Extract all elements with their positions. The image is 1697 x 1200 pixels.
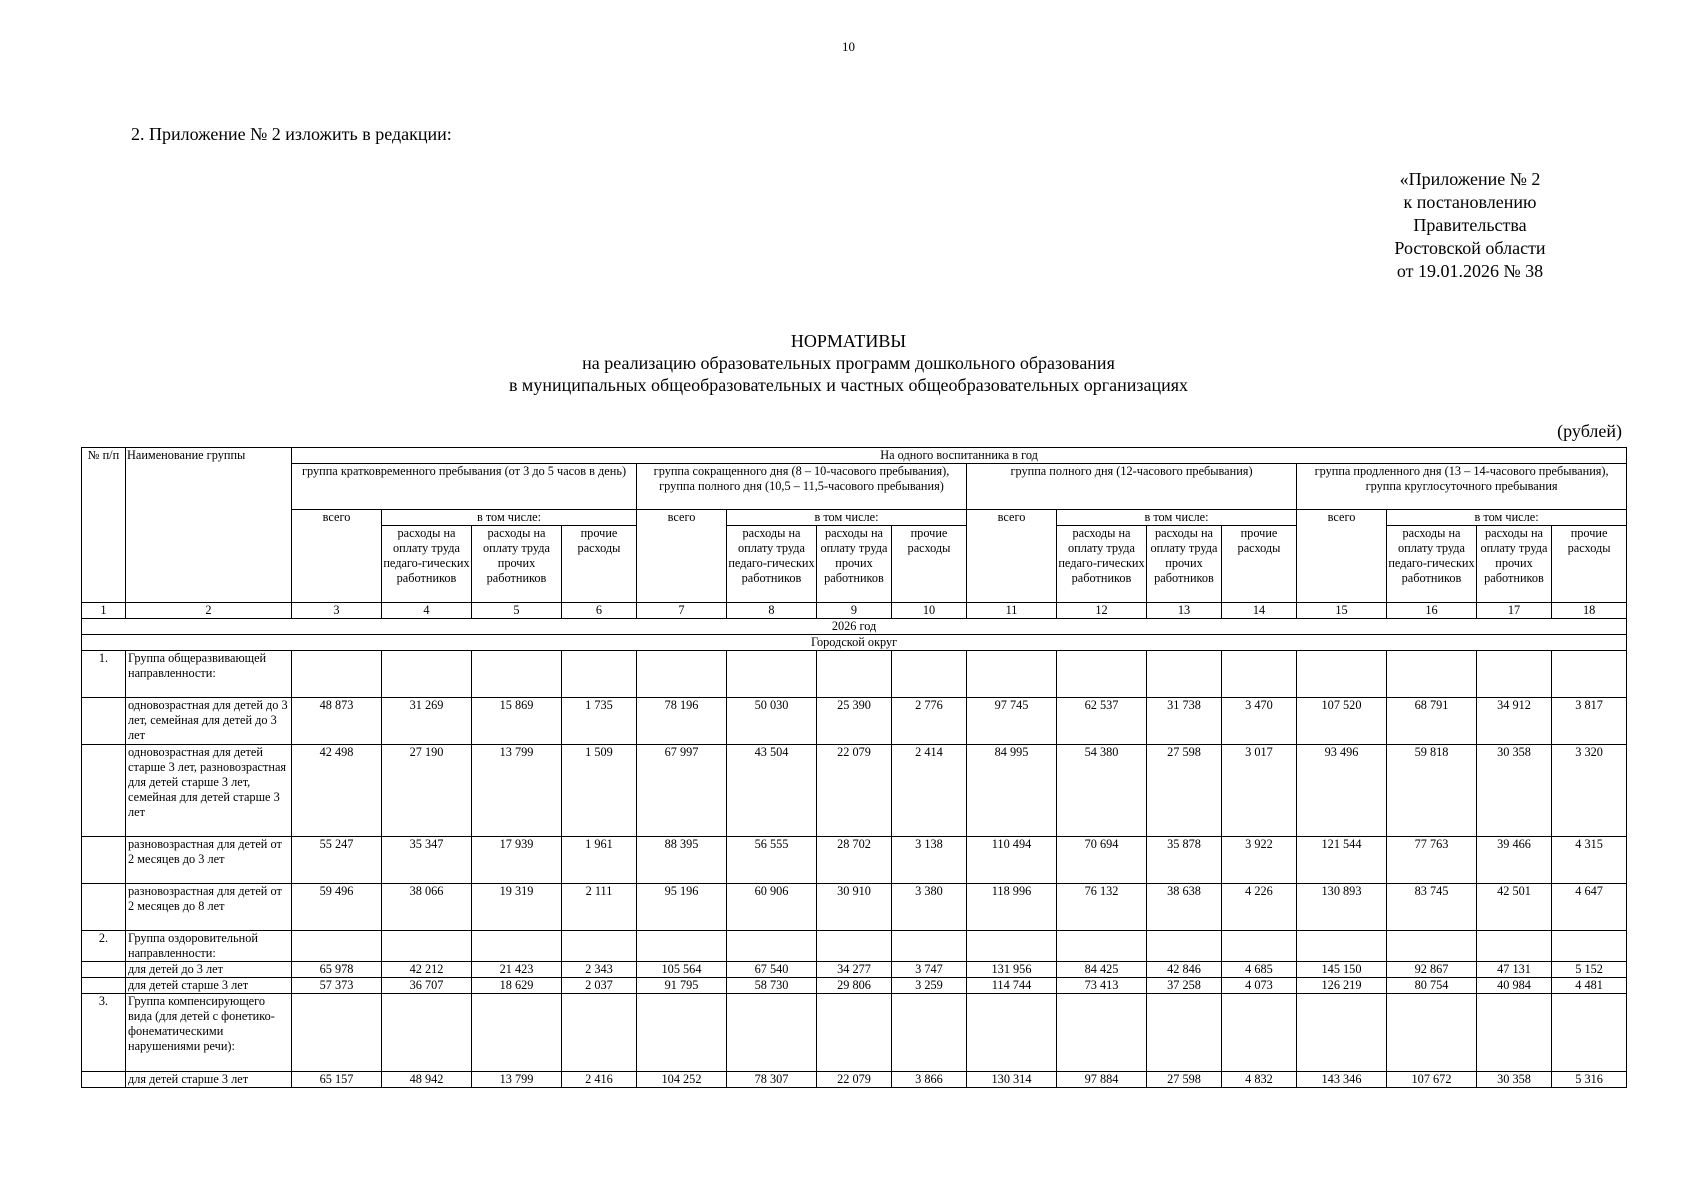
column-number: 1	[82, 603, 126, 619]
value-cell	[1387, 651, 1477, 698]
header-group: группа продленного дня (13 – 14-часового пребывания), группа круглосуточного пребывания	[1297, 464, 1627, 510]
value-cell: 3 747	[892, 962, 967, 978]
value-cell: 3 259	[892, 978, 967, 994]
value-cell: 13 799	[472, 745, 562, 837]
value-cell	[1477, 931, 1552, 962]
year-row	[82, 619, 1627, 635]
value-cell: 57 373	[292, 978, 382, 994]
value-cell	[1057, 994, 1147, 1072]
value-cell: 4 647	[1552, 884, 1627, 931]
value-cell: 15 869	[472, 698, 562, 745]
value-cell	[562, 651, 637, 698]
value-cell	[1147, 651, 1222, 698]
value-cell: 97 884	[1057, 1072, 1147, 1088]
value-cell	[892, 651, 967, 698]
value-cell	[1387, 931, 1477, 962]
value-cell: 88 395	[637, 837, 727, 884]
value-cell	[292, 994, 382, 1072]
value-cell: 2 111	[562, 884, 637, 931]
table-row	[82, 698, 1627, 745]
column-number: 11	[967, 603, 1057, 619]
value-cell	[382, 651, 472, 698]
intro-text: 2. Приложение № 2 изложить в редакции:	[131, 124, 452, 144]
value-cell	[967, 651, 1057, 698]
value-cell: 3 866	[892, 1072, 967, 1088]
value-cell: 58 730	[727, 978, 817, 994]
row-index	[82, 978, 126, 994]
row-name: Группа общеразвивающей направленности:	[126, 651, 292, 698]
row-name: Группа компенсирующего вида (для детей с фонетико-фонематическими нарушениями речи):	[126, 994, 292, 1072]
table-row	[82, 962, 1627, 978]
row-name: разновозрастная для детей от 2 месяцев до 3 лет	[126, 837, 292, 884]
header-sub-other: прочие расходы	[892, 526, 967, 603]
value-cell: 93 496	[1297, 745, 1387, 837]
value-cell	[1222, 931, 1297, 962]
value-cell	[727, 651, 817, 698]
value-cell: 5 316	[1552, 1072, 1627, 1088]
norms-table	[81, 447, 1627, 1088]
value-cell: 110 494	[967, 837, 1057, 884]
value-cell: 76 132	[1057, 884, 1147, 931]
appendix-line: «Приложение № 2	[1399, 169, 1541, 189]
value-cell: 27 598	[1147, 1072, 1222, 1088]
value-cell: 77 763	[1387, 837, 1477, 884]
value-cell: 22 079	[817, 1072, 892, 1088]
value-cell	[1057, 651, 1147, 698]
header-incl: в том числе:	[1057, 510, 1297, 526]
value-cell: 4 832	[1222, 1072, 1297, 1088]
header-sub-other-staff: расходы на оплату труда прочих работников	[817, 526, 892, 603]
value-cell: 143 346	[1297, 1072, 1387, 1088]
column-number: 12	[1057, 603, 1147, 619]
value-cell	[727, 994, 817, 1072]
value-cell: 39 466	[1477, 837, 1552, 884]
column-number: 13	[1147, 603, 1222, 619]
value-cell	[1477, 651, 1552, 698]
value-cell: 78 196	[637, 698, 727, 745]
value-cell: 91 795	[637, 978, 727, 994]
header-sub-other: прочие расходы	[1222, 526, 1297, 603]
header-incl: в том числе:	[1387, 510, 1627, 526]
value-cell: 50 030	[727, 698, 817, 745]
column-number: 6	[562, 603, 637, 619]
row-name: разновозрастная для детей от 2 месяцев до 8 лет	[126, 884, 292, 931]
row-name: Группа оздоровительной направленности:	[126, 931, 292, 962]
value-cell: 47 131	[1477, 962, 1552, 978]
value-cell	[892, 931, 967, 962]
value-cell: 30 910	[817, 884, 892, 931]
appendix-block	[1330, 168, 1610, 283]
value-cell: 104 252	[637, 1072, 727, 1088]
value-cell	[637, 931, 727, 962]
value-cell: 67 997	[637, 745, 727, 837]
column-number: 14	[1222, 603, 1297, 619]
row-name: одновозрастная для детей старше 3 лет, разновозрастная для детей старше 3 лет, семейная для детей старше 3 лет	[126, 745, 292, 837]
value-cell: 1 735	[562, 698, 637, 745]
year-label: 2026 год	[82, 619, 1627, 635]
table-row	[82, 931, 1627, 962]
value-cell: 1 509	[562, 745, 637, 837]
value-cell	[1552, 931, 1627, 962]
header-incl: в том числе:	[382, 510, 637, 526]
column-number: 7	[637, 603, 727, 619]
column-number: 18	[1552, 603, 1627, 619]
value-cell	[1552, 994, 1627, 1072]
value-cell: 3 017	[1222, 745, 1297, 837]
column-number: 9	[817, 603, 892, 619]
header-total: всего	[637, 510, 727, 603]
column-number: 4	[382, 603, 472, 619]
value-cell: 59 818	[1387, 745, 1477, 837]
value-cell: 38 066	[382, 884, 472, 931]
table-row	[82, 884, 1627, 931]
value-cell: 70 694	[1057, 837, 1147, 884]
value-cell: 131 956	[967, 962, 1057, 978]
value-cell	[817, 994, 892, 1072]
value-cell: 3 922	[1222, 837, 1297, 884]
appendix-line: к постановлению	[1403, 192, 1537, 212]
header-sub-other-staff: расходы на оплату труда прочих работников	[1147, 526, 1222, 603]
value-cell: 43 504	[727, 745, 817, 837]
appendix-line: Ростовской области	[1394, 238, 1546, 258]
value-cell	[1297, 931, 1387, 962]
value-cell	[562, 994, 637, 1072]
value-cell: 3 470	[1222, 698, 1297, 745]
value-cell: 3 138	[892, 837, 967, 884]
row-index	[82, 1072, 126, 1088]
column-number: 8	[727, 603, 817, 619]
header-sub-other-staff: расходы на оплату труда прочих работников	[472, 526, 562, 603]
table-row	[82, 994, 1627, 1072]
value-cell: 55 247	[292, 837, 382, 884]
value-cell	[1297, 651, 1387, 698]
value-cell: 54 380	[1057, 745, 1147, 837]
value-cell: 42 212	[382, 962, 472, 978]
row-index: 3.	[82, 994, 126, 1072]
value-cell	[892, 994, 967, 1072]
document-title	[0, 330, 1697, 396]
header-per-child: На одного воспитанника в год	[292, 448, 1627, 464]
row-name: для детей старше 3 лет	[126, 1072, 292, 1088]
table-row	[82, 651, 1627, 698]
value-cell: 13 799	[472, 1072, 562, 1088]
value-cell: 5 152	[1552, 962, 1627, 978]
value-cell	[817, 651, 892, 698]
table-row	[82, 745, 1627, 837]
value-cell: 121 544	[1297, 837, 1387, 884]
value-cell: 4 073	[1222, 978, 1297, 994]
value-cell	[1057, 931, 1147, 962]
value-cell: 30 358	[1477, 745, 1552, 837]
column-number: 15	[1297, 603, 1387, 619]
header-sub-other-staff: расходы на оплату труда прочих работников	[1477, 526, 1552, 603]
column-number: 3	[292, 603, 382, 619]
appendix-line: Правительства	[1413, 215, 1527, 235]
header-total: всего	[292, 510, 382, 603]
value-cell: 60 906	[727, 884, 817, 931]
value-cell	[472, 994, 562, 1072]
value-cell	[382, 931, 472, 962]
value-cell: 42 498	[292, 745, 382, 837]
value-cell: 118 996	[967, 884, 1057, 931]
value-cell: 17 939	[472, 837, 562, 884]
value-cell: 65 157	[292, 1072, 382, 1088]
value-cell: 48 942	[382, 1072, 472, 1088]
value-cell: 18 629	[472, 978, 562, 994]
value-cell: 4 315	[1552, 837, 1627, 884]
header-total: всего	[967, 510, 1057, 603]
value-cell: 92 867	[1387, 962, 1477, 978]
row-index	[82, 884, 126, 931]
value-cell: 3 817	[1552, 698, 1627, 745]
header-name: Наименование группы	[126, 448, 292, 603]
value-cell: 80 754	[1387, 978, 1477, 994]
table-row	[82, 837, 1627, 884]
value-cell: 107 672	[1387, 1072, 1477, 1088]
value-cell: 68 791	[1387, 698, 1477, 745]
value-cell	[1147, 994, 1222, 1072]
value-cell: 27 190	[382, 745, 472, 837]
row-index	[82, 698, 126, 745]
column-number: 10	[892, 603, 967, 619]
value-cell: 83 745	[1387, 884, 1477, 931]
value-cell: 29 806	[817, 978, 892, 994]
value-cell: 84 995	[967, 745, 1057, 837]
value-cell: 126 219	[1297, 978, 1387, 994]
value-cell	[472, 651, 562, 698]
value-cell	[817, 931, 892, 962]
header-total: всего	[1297, 510, 1387, 603]
value-cell: 4 226	[1222, 884, 1297, 931]
value-cell: 2 037	[562, 978, 637, 994]
value-cell: 84 425	[1057, 962, 1147, 978]
value-cell: 35 878	[1147, 837, 1222, 884]
value-cell	[1222, 651, 1297, 698]
column-numbers-row	[82, 603, 1627, 619]
value-cell	[292, 651, 382, 698]
header-sub-pedagogical: расходы на оплату труда педаго-гических работников	[1057, 526, 1147, 603]
value-cell: 114 744	[967, 978, 1057, 994]
value-cell: 34 912	[1477, 698, 1552, 745]
value-cell: 130 893	[1297, 884, 1387, 931]
value-cell	[1477, 994, 1552, 1072]
value-cell: 35 347	[382, 837, 472, 884]
value-cell: 130 314	[967, 1072, 1057, 1088]
row-name: для детей до 3 лет	[126, 962, 292, 978]
value-cell	[562, 931, 637, 962]
title-line: в муниципальных общеобразовательных и частных общеобразовательных организациях	[508, 375, 1189, 395]
value-cell: 27 598	[1147, 745, 1222, 837]
value-cell	[1297, 994, 1387, 1072]
value-cell: 48 873	[292, 698, 382, 745]
value-cell: 56 555	[727, 837, 817, 884]
value-cell: 2 776	[892, 698, 967, 745]
value-cell: 19 319	[472, 884, 562, 931]
value-cell	[382, 994, 472, 1072]
header-group: группа полного дня (12-часового пребывания)	[967, 464, 1297, 510]
value-cell: 25 390	[817, 698, 892, 745]
header-group: группа кратковременного пребывания (от 3 до 5 часов в день)	[292, 464, 637, 510]
value-cell: 31 738	[1147, 698, 1222, 745]
column-number: 17	[1477, 603, 1552, 619]
value-cell: 145 150	[1297, 962, 1387, 978]
value-cell: 97 745	[967, 698, 1057, 745]
district-label: Городской округ	[82, 635, 1627, 651]
value-cell: 34 277	[817, 962, 892, 978]
header-sub-pedagogical: расходы на оплату труда педаго-гических работников	[1387, 526, 1477, 603]
value-cell	[637, 994, 727, 1072]
value-cell: 107 520	[1297, 698, 1387, 745]
value-cell: 31 269	[382, 698, 472, 745]
value-cell: 62 537	[1057, 698, 1147, 745]
title-heading: НОРМАТИВЫ	[790, 331, 907, 351]
value-cell: 38 638	[1147, 884, 1222, 931]
value-cell: 42 846	[1147, 962, 1222, 978]
table-row	[82, 978, 1627, 994]
row-name: для детей старше 3 лет	[126, 978, 292, 994]
value-cell	[292, 931, 382, 962]
value-cell	[727, 931, 817, 962]
value-cell: 4 481	[1552, 978, 1627, 994]
header-incl: в том числе:	[727, 510, 967, 526]
value-cell: 67 540	[727, 962, 817, 978]
header-sub-pedagogical: расходы на оплату труда педаго-гических работников	[382, 526, 472, 603]
header-no: № п/п	[82, 448, 126, 603]
value-cell: 78 307	[727, 1072, 817, 1088]
value-cell	[637, 651, 727, 698]
value-cell	[1222, 994, 1297, 1072]
column-number: 2	[126, 603, 292, 619]
appendix-line: от 19.01.2026 № 38	[1396, 261, 1544, 281]
row-index	[82, 837, 126, 884]
value-cell	[967, 931, 1057, 962]
district-row	[82, 635, 1627, 651]
value-cell: 73 413	[1057, 978, 1147, 994]
title-line: на реализацию образовательных программ дошкольного образования	[582, 353, 1115, 373]
value-cell	[1552, 651, 1627, 698]
row-index: 2.	[82, 931, 126, 962]
value-cell: 36 707	[382, 978, 472, 994]
value-cell: 1 961	[562, 837, 637, 884]
row-name: одновозрастная для детей до 3 лет, семейная для детей до 3 лет	[126, 698, 292, 745]
value-cell: 21 423	[472, 962, 562, 978]
value-cell: 95 196	[637, 884, 727, 931]
value-cell: 28 702	[817, 837, 892, 884]
column-number: 16	[1387, 603, 1477, 619]
value-cell: 42 501	[1477, 884, 1552, 931]
value-cell: 65 978	[292, 962, 382, 978]
value-cell: 2 343	[562, 962, 637, 978]
row-index: 1.	[82, 651, 126, 698]
header-group: группа сокращенного дня (8 – 10-часового пребывания), группа полного дня (10,5 – 11,5-часового пребывания)	[637, 464, 967, 510]
units-label: (рублей)	[1557, 421, 1622, 441]
value-cell: 2 416	[562, 1072, 637, 1088]
value-cell: 3 380	[892, 884, 967, 931]
value-cell: 3 320	[1552, 745, 1627, 837]
value-cell	[967, 994, 1057, 1072]
value-cell: 4 685	[1222, 962, 1297, 978]
value-cell: 2 414	[892, 745, 967, 837]
row-index	[82, 745, 126, 837]
value-cell	[472, 931, 562, 962]
value-cell	[1147, 931, 1222, 962]
column-number: 5	[472, 603, 562, 619]
row-index	[82, 962, 126, 978]
value-cell: 105 564	[637, 962, 727, 978]
value-cell: 37 258	[1147, 978, 1222, 994]
value-cell: 30 358	[1477, 1072, 1552, 1088]
header-sub-other: прочие расходы	[1552, 526, 1627, 603]
value-cell: 40 984	[1477, 978, 1552, 994]
table-row	[82, 1072, 1627, 1088]
value-cell: 59 496	[292, 884, 382, 931]
header-sub-other: прочие расходы	[562, 526, 637, 603]
value-cell: 22 079	[817, 745, 892, 837]
page-number: 10	[842, 39, 855, 54]
value-cell	[1387, 994, 1477, 1072]
header-sub-pedagogical: расходы на оплату труда педаго-гических работников	[727, 526, 817, 603]
